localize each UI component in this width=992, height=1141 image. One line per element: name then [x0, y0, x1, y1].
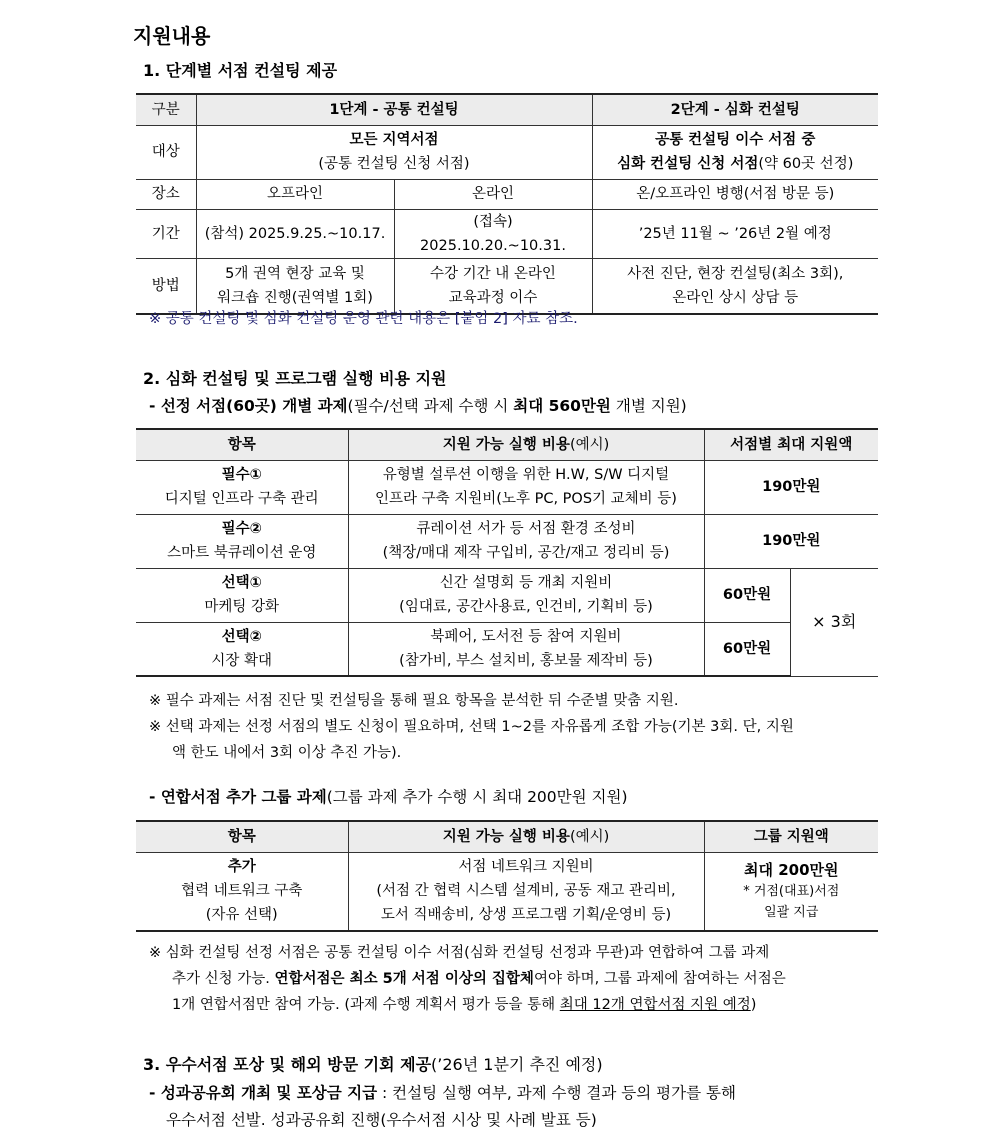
section3-heading	[143, 1052, 603, 1075]
target-stage1	[196, 125, 592, 179]
period-stage2: ’25년 11월 ~ ’26년 2월 예정	[592, 209, 878, 258]
section1-heading: 1. 단계별 서점 컨설팅 제공	[143, 61, 338, 80]
t2-cost	[348, 852, 704, 931]
t1-cost-line1: 신간 설명회 등 개최 지원비	[439, 575, 613, 591]
stage-consulting-table	[136, 93, 878, 315]
section3-heading-bold: 3. 우수서점 포상 및 해외 방문 기회 제공	[143, 1055, 432, 1074]
t1-item-tag: 필수①	[221, 467, 262, 483]
target-stage1-sub: (공통 컨설팅 신청 서점)	[318, 156, 470, 172]
method-stage2-line1: 사전 진단, 현장 컨설팅(최소 3회),	[627, 265, 844, 282]
method-stage2	[592, 258, 878, 314]
note3-line3-b: )	[750, 997, 757, 1013]
table-row	[136, 852, 878, 931]
section2-note3-line2	[172, 966, 786, 992]
place-offline: 오프라인	[196, 179, 394, 209]
section2-note2-line2: 액 한도 내에서 3회 이상 추진 가능).	[172, 745, 402, 761]
method-online-line2: 교육과정 이수	[448, 289, 538, 306]
header-stage1: 1단계 - 공통 컨설팅	[196, 94, 592, 125]
sub1-prefix: (필수/선택 과제 수행 시	[347, 397, 514, 415]
section2-sub1	[149, 394, 687, 416]
t1-header-max: 서점별 최대 지원액	[704, 429, 878, 460]
row-target-label: 대상	[136, 125, 196, 179]
t1-amount: 60만원	[704, 568, 790, 622]
section3-line2: 우수서점 선발. 성과공유회 진행(우수서점 시상 및 사례 발표 등)	[166, 1111, 597, 1129]
t1-header-cost-bold: 지원 가능 실행 비용	[442, 436, 570, 453]
sub2-rest: (그룹 과제 추가 수행 시 최대 200만원 지원)	[326, 788, 628, 806]
t2-item-note: (자유 선택)	[205, 907, 278, 924]
page-title: 지원내용	[133, 24, 211, 48]
period-offline: (참석) 2025.9.25.~10.17.	[196, 209, 394, 258]
t2-amount-note2: 일괄 지급	[764, 904, 819, 920]
section3-line1-rest: : 컨설팅 실행 여부, 과제 수행 결과 등의 평가를 통해	[377, 1084, 736, 1102]
section2-note3-line3	[172, 992, 756, 1018]
table-row	[136, 622, 878, 676]
target-stage2	[592, 125, 878, 179]
section2-note1: ※ 필수 과제는 서점 진단 및 컨설팅을 통해 필요 항목을 분석한 뒤 수준별 맞춤 지원.	[149, 693, 679, 709]
t1-cost-line2: (참가비, 부스 설치비, 홍보물 제작비 등)	[399, 652, 653, 669]
t2-cost-line2: (서점 간 협력 시스템 설계비, 공동 재고 관리비,	[376, 883, 676, 900]
t1-amount: 60만원	[704, 622, 790, 676]
section2-note2-line1: ※ 선택 과제는 선정 서점의 별도 신청이 필요하며, 선택 1~2를 자유롭게 조합 가능(기본 3회. 단, 지원	[149, 719, 794, 735]
t1-cost	[348, 622, 704, 676]
t1-item-name: 시장 확대	[211, 652, 273, 669]
t2-header-cost	[348, 821, 704, 852]
t1-amount: 190만원	[704, 514, 878, 568]
t1-cost-line1: 유형별 설루션 이행을 위한 H.W, S/W 디지털	[382, 467, 670, 483]
t1-cost-line1: 북페어, 도서전 등 참여 지원비	[430, 628, 622, 645]
target-stage1-main: 모든 지역서점	[349, 132, 439, 148]
t2-amount-main: 최대 200만원	[744, 860, 839, 879]
section2-note3-line1: ※ 심화 컨설팅 선정 서점은 공통 컨설팅 이수 서점(심화 컨설팅 선정과 무관)과 연합하여 그룹 과제	[149, 945, 770, 961]
t1-item-name: 스마트 북큐레이션 운영	[167, 545, 317, 561]
header-category: 구분	[136, 94, 196, 125]
t2-cost-line1: 서점 네트워크 지원비	[458, 859, 594, 876]
target-stage2-main: 공통 컨설팅 이수 서점 중	[655, 132, 816, 148]
t2-item-tag: 추가	[227, 859, 256, 876]
table-row	[136, 514, 878, 568]
section2-sub2	[149, 785, 628, 807]
t1-cost	[348, 460, 704, 514]
t1-item	[136, 622, 348, 676]
t2-item	[136, 852, 348, 931]
header-stage2: 2단계 - 심화 컨설팅	[592, 94, 878, 125]
table-row	[136, 568, 878, 622]
group-task-table	[136, 820, 878, 932]
t1-header-item: 항목	[136, 429, 348, 460]
row-period-label: 기간	[136, 209, 196, 258]
t1-cost-line2: (임대료, 공간사용료, 인건비, 기획비 등)	[399, 599, 653, 615]
t1-times: × 3회	[790, 568, 878, 676]
t2-cost-line3: 도서 직배송비, 상생 프로그램 기획/운영비 등)	[380, 907, 672, 924]
t1-item-name: 디지털 인프라 구축 관리	[164, 491, 319, 507]
t2-amount	[704, 852, 878, 931]
method-offline-line1: 5개 권역 현장 교육 및	[225, 265, 365, 282]
t1-item	[136, 460, 348, 514]
sub2-bold: - 연합서점 추가 그룹 과제	[149, 788, 327, 806]
sub1-suffix: 개별 지원)	[610, 397, 687, 415]
t2-item-name: 협력 네트워크 구축	[181, 883, 303, 900]
t1-cost	[348, 568, 704, 622]
t1-amount: 190만원	[704, 460, 878, 514]
section3-line1-bold: - 성과공유회 개최 및 포상금 지급	[149, 1084, 378, 1102]
t2-header-cost-rest: (예시)	[569, 828, 610, 845]
section2-heading: 2. 심화 컨설팅 및 프로그램 실행 비용 지원	[143, 369, 447, 388]
note3-line3-underlined: 최대 12개 연합서점 지원 예정	[559, 997, 751, 1013]
t1-cost	[348, 514, 704, 568]
t1-cost-line1: 큐레이션 서가 등 서점 환경 조성비	[416, 521, 636, 537]
row-method-label: 방법	[136, 258, 196, 314]
section3-heading-rest: (’26년 1분기 추진 예정)	[431, 1055, 603, 1074]
individual-task-table	[136, 428, 878, 677]
target-stage2-line2	[597, 152, 875, 176]
target-stage2-bold: 심화 컨설팅 신청 서점	[617, 156, 759, 172]
period-online: (접속) 2025.10.20.~10.31.	[394, 209, 592, 258]
target-stage2-rest: (약 60곳 선정)	[758, 156, 854, 172]
method-stage2-line2: 온라인 상시 상담 등	[672, 289, 799, 306]
section1-note: ※ 공통 컨설팅 및 심화 컨설팅 운영 관련 내용은 [붙임 2] 자료 참조.	[149, 311, 578, 327]
t1-item-tag: 필수②	[221, 521, 262, 537]
table-row	[136, 460, 878, 514]
sub1-bold: - 선정 서점(60곳) 개별 과제	[149, 397, 348, 415]
t2-amount-note1: * 거점(대표)서점	[743, 883, 840, 899]
t1-header-cost	[348, 429, 704, 460]
section3-line1	[149, 1081, 736, 1103]
t1-header-cost-rest: (예시)	[569, 436, 610, 453]
sub1-amount: 최대 560만원	[513, 397, 611, 415]
note3-line2-a: 추가 신청 가능.	[172, 971, 275, 987]
t1-cost-line2: (책장/매대 제작 구입비, 공간/재고 정리비 등)	[382, 545, 670, 561]
t2-header-amount: 그룹 지원액	[704, 821, 878, 852]
note3-line2-bold: 연합서점은 최소 5개 서점 이상의 집합체	[274, 971, 534, 987]
method-online-line1: 수강 기간 내 온라인	[430, 265, 556, 282]
t1-item	[136, 568, 348, 622]
t1-item-tag: 선택①	[221, 575, 262, 591]
place-stage2: 온/오프라인 병행(서점 방문 등)	[592, 179, 878, 209]
t1-item-tag: 선택②	[221, 628, 262, 645]
note3-line3-a: 1개 연합서점만 참여 가능. (과제 수행 계획서 평가 등을 통해	[172, 997, 560, 1013]
t1-cost-line2: 인프라 구축 지원비(노후 PC, POS기 교체비 등)	[375, 491, 677, 507]
t1-item-name: 마케팅 강화	[204, 599, 280, 615]
t2-header-cost-bold: 지원 가능 실행 비용	[442, 828, 570, 845]
note3-line2-b: 여야 하며, 그룹 과제에 참여하는 서점은	[533, 971, 786, 987]
t1-item	[136, 514, 348, 568]
row-place-label: 장소	[136, 179, 196, 209]
place-online: 온라인	[394, 179, 592, 209]
t2-header-item: 항목	[136, 821, 348, 852]
method-offline-line2: 워크숍 진행(권역별 1회)	[217, 289, 373, 306]
